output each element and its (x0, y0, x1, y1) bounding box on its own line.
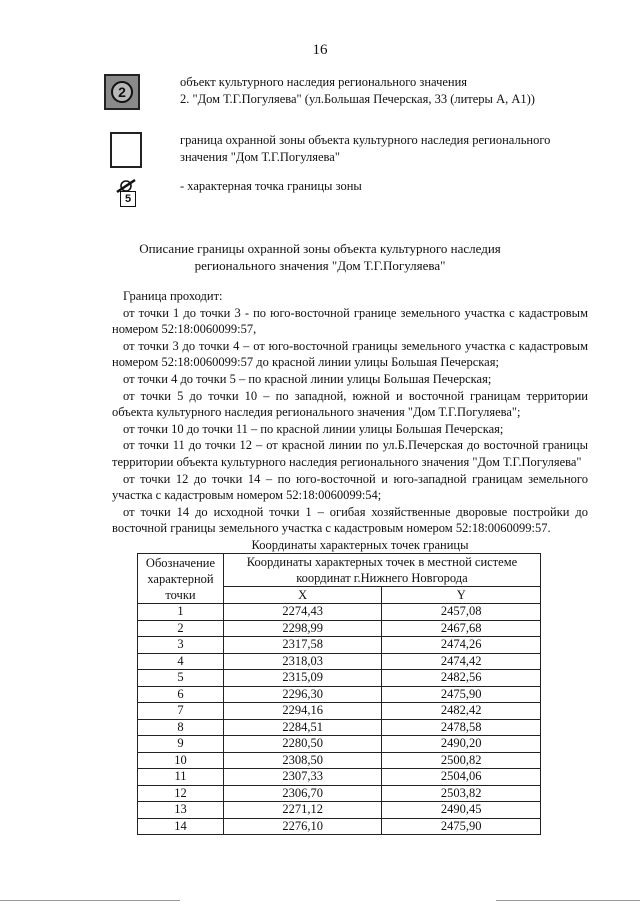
y-coordinate-cell: 2474,26 (382, 637, 541, 654)
heritage-object-icon (104, 74, 140, 110)
point-number-cell: 1 (138, 604, 224, 621)
point-number-cell: 10 (138, 752, 224, 769)
x-coordinate-cell: 2294,16 (223, 703, 382, 720)
header-y: Y (382, 587, 541, 604)
description-paragraph: от точки 11 до точки 12 – от красной линии по ул.Б.Печерская до восточной границы территории объекта культурного наследия регионального значения "Дом Т.Г.Погуляева" (112, 438, 588, 469)
legend-object-line1: объект культурного наследия регионального значения (180, 75, 468, 89)
y-coordinate-cell: 2490,20 (382, 736, 541, 753)
description-paragraph: от точки 3 до точки 4 – от юго-восточной границы земельного участка с кадастровым номером 52:18:0060099:57 до красной линии улицы Большая Печерская; (112, 338, 588, 370)
description-paragraph: от точки 10 до точки 11 – по красной линии улицы Большая Печерская; (123, 421, 504, 436)
y-coordinate-cell: 2474,42 (382, 653, 541, 670)
description-paragraph: от точки 4 до точки 5 – по красной линии улицы Большая Печерская; (123, 371, 492, 386)
point-number-cell: 12 (138, 785, 224, 802)
point-number-cell: 7 (138, 703, 224, 720)
table-row (138, 719, 541, 736)
table-row (138, 637, 541, 654)
y-coordinate-cell: 2482,42 (382, 703, 541, 720)
y-coordinate-cell: 2490,45 (382, 802, 541, 819)
point-number-cell: 11 (138, 769, 224, 786)
header-coords: Координаты характерных точек в местной системе координат г.Нижнего Новгорода (223, 554, 540, 587)
point-number-cell: 13 (138, 802, 224, 819)
y-coordinate-cell: 2475,90 (382, 818, 541, 835)
point-number-cell: 3 (138, 637, 224, 654)
legend-point-text: - характерная точка границы зоны (180, 179, 362, 193)
point-number-cell: 9 (138, 736, 224, 753)
table-row (138, 736, 541, 753)
point-number-cell: 6 (138, 686, 224, 703)
y-coordinate-cell: 2503,82 (382, 785, 541, 802)
x-coordinate-cell: 2318,03 (223, 653, 382, 670)
boundary-point-number: 5 (120, 191, 136, 207)
x-coordinate-cell: 2298,99 (223, 620, 382, 637)
table-row (138, 703, 541, 720)
x-coordinate-cell: 2271,12 (223, 802, 382, 819)
table-row (138, 620, 541, 637)
header-x: X (223, 587, 382, 604)
coordinates-table-body (138, 604, 541, 835)
x-coordinate-cell: 2284,51 (223, 719, 382, 736)
y-coordinate-cell: 2478,58 (382, 719, 541, 736)
table-row (138, 686, 541, 703)
point-number-cell: 5 (138, 670, 224, 687)
table-row (138, 785, 541, 802)
heritage-object-number: 2 (111, 81, 133, 103)
legend-zone-text: граница охранной зоны объекта культурного наследия регионального значения "Дом Т.Г.Погуляева" (180, 133, 551, 164)
section-title-line1: Описание границы охранной зоны объекта культурного наследия (139, 241, 501, 256)
x-coordinate-cell: 2315,09 (223, 670, 382, 687)
y-coordinate-cell: 2482,56 (382, 670, 541, 687)
page-number: 16 (312, 42, 328, 58)
table-row (138, 818, 541, 835)
legend-object-text (180, 74, 600, 108)
y-coordinate-cell: 2500,82 (382, 752, 541, 769)
table-row (138, 802, 541, 819)
x-coordinate-cell: 2280,50 (223, 736, 382, 753)
table-row (138, 769, 541, 786)
table-row (138, 670, 541, 687)
point-number-cell: 8 (138, 719, 224, 736)
section-title (0, 240, 640, 274)
boundary-point-icon (108, 178, 138, 208)
y-coordinate-cell: 2504,06 (382, 769, 541, 786)
scan-edge-line (0, 900, 180, 901)
y-coordinate-cell: 2457,08 (382, 604, 541, 621)
protection-zone-icon (110, 132, 142, 168)
coordinates-table (137, 553, 541, 835)
x-coordinate-cell: 2274,43 (223, 604, 382, 621)
x-coordinate-cell: 2276,10 (223, 818, 382, 835)
description-paragraph: от точки 14 до исходной точки 1 – огибая хозяйственные дворовые постройки до восточной границы земельного участка с кадастровым номером 52:18:0060099:57. (112, 504, 588, 536)
y-coordinate-cell: 2467,68 (382, 620, 541, 637)
table-row (138, 604, 541, 621)
description-paragraph: Граница проходит: (123, 289, 223, 303)
point-number-cell: 2 (138, 620, 224, 637)
x-coordinate-cell: 2296,30 (223, 686, 382, 703)
description-paragraph: от точки 1 до точки 3 - по юго-восточной границе земельного участка с кадастровым номером 52:18:0060099:57, (112, 305, 588, 337)
x-coordinate-cell: 2307,33 (223, 769, 382, 786)
description-paragraph: от точки 12 до точки 14 – по юго-восточной и юго-западной границам земельного участка с кадастровым номером 52:18:0060099:54; (112, 471, 588, 503)
header-point: Обозначение характерной точки (138, 554, 224, 604)
x-coordinate-cell: 2306,70 (223, 785, 382, 802)
table-title: Координаты характерных точек границы (251, 538, 469, 552)
x-coordinate-cell: 2308,50 (223, 752, 382, 769)
scan-edge-line (496, 900, 640, 901)
description-paragraph: от точки 5 до точки 10 – по западной, южной и восточной границам территории объекта культурного наследия регионального значения "Дом Т.Г.Погуляева"; (112, 388, 588, 420)
point-number-cell: 4 (138, 653, 224, 670)
legend-object-line2: 2. "Дом Т.Г.Погуляева" (ул.Большая Печерская, 33 (литеры А, А1)) (180, 92, 535, 106)
boundary-description (112, 288, 588, 537)
point-number-cell: 14 (138, 818, 224, 835)
y-coordinate-cell: 2475,90 (382, 686, 541, 703)
section-title-line2: регионального значения "Дом Т.Г.Погуляева" (194, 258, 446, 273)
table-row (138, 653, 541, 670)
table-row (138, 752, 541, 769)
x-coordinate-cell: 2317,58 (223, 637, 382, 654)
